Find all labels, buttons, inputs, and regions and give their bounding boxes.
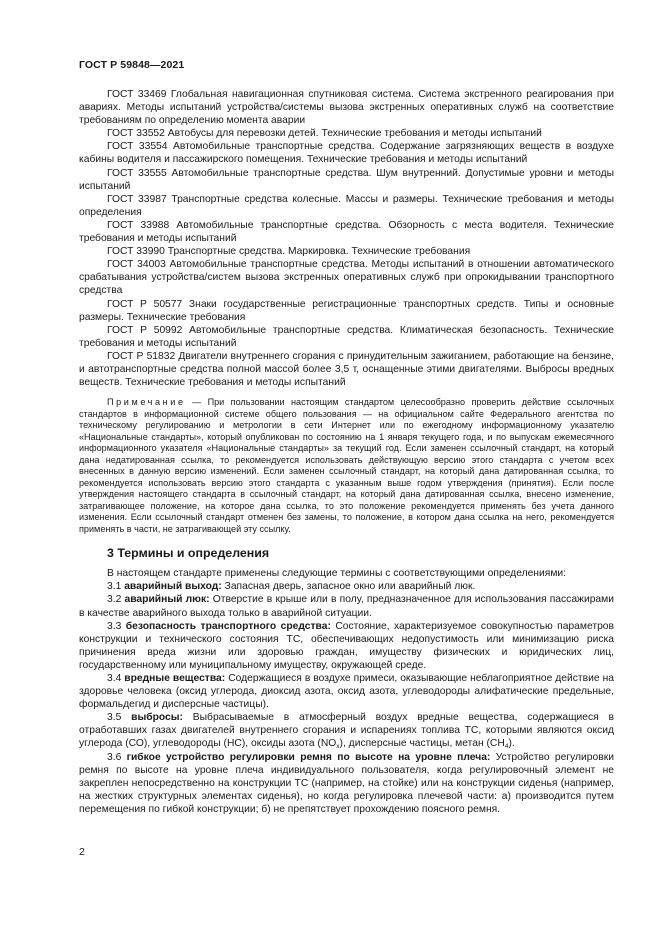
term-name: вредные вещества: (124, 673, 226, 684)
term-number: 3.4 (107, 673, 122, 684)
page-number: 2 (79, 846, 85, 858)
reference-item: ГОСТ 33554 Автомобильные транспортные средства. Содержание загрязняющих веществ в воздухе кабины водителя и пассажирского помещения. Технические требования и методы испытаний (79, 141, 614, 166)
term-definition (79, 751, 614, 816)
term-definition (79, 711, 614, 750)
reference-item: ГОСТ 33987 Транспортные средства колесные. Массы и размеры. Технические требования и методы определения (79, 193, 614, 218)
term-number: 3.3 (107, 620, 122, 632)
term-text: Содержащиеся в воздухе примеси, оказывающие неблагоприятное действие на здоровье человека (оксид углерода, диоксид азота, оксид азота, углеводороды алифатические предельные, формальдегид и дисперсные частицы). (79, 673, 614, 711)
reference-item: ГОСТ Р 51832 Двигатели внутреннего сгорания с принудительным зажиганием, работающие на бензине, и автотранспортные средства полной массой более 3,5 т, оснащенные этими двигателями. Выбросы вредных веществ. Технические требования и методы испытаний (79, 350, 614, 389)
section-intro: В настоящем стандарте применены следующие термины с соответствующими определениями: (107, 568, 567, 580)
page-body (79, 88, 614, 816)
reference-item: ГОСТ 33988 Автомобильные транспортные средства. Обзорность с места водителя. Технические требования и методы испытаний (79, 219, 614, 245)
term-text: Устройство регулировки ремня по высоте на уровне плеча индивидуального пользователя, когда регулировочный элемент не закреплен непосредственно на конструкции ТС (например, на стойке) или на конструкции сиденья (например, на жестких структурных элементах сиденья), но когда регулировка плечевой части: а) производится путем перемещения по гибкой конструкции; б) не препятствует прохождению поясного ремня. (79, 751, 614, 815)
note-paragraph (79, 397, 614, 535)
reference-item: ГОСТ 33990 Транспортные средства. Маркировка. Технические требования (107, 246, 471, 258)
reference-item: ГОСТ 34003 Автомобильные транспортные средства. Методы испытаний в отношении автоматического срабатывания устройства/систем вызова экстренных оперативных служб при опрокидывании транспортного средства (79, 259, 614, 297)
term-text: Отверстие в крыше или в полу, предназначенное для использования пассажирами в качестве аварийного выхода только в аварийной ситуации. (79, 594, 614, 619)
term-text: ), дисперсные частицы, метан (CH (339, 738, 505, 750)
term-definition (79, 672, 614, 711)
term-name: безопасность транспортного средства: (125, 620, 331, 632)
term-text: Выбрасываемые в атмосферный воздух вредные вещества, содержащиеся в отработавших газах двигателей внутреннего сгорания и испарениях топлива ТС, которыми являются оксид углерода (СО), углеводороды (НС), оксиды азота (NO (79, 712, 614, 750)
term-name: аварийный люк: (124, 594, 210, 606)
subscript: x (336, 743, 340, 751)
term-definition (79, 593, 614, 619)
term-name: выбросы: (131, 712, 183, 724)
note-label: Примечание (107, 397, 186, 408)
note-text: — При пользовании настоящим стандартом целесообразно проверить действие ссылочных стандартов в информационной системе общего пользования — на официальном сайте Федерального агентства по техническому регулированию и метрологии в сети Интернет или по ежегодному информационному указателю «Национальные стандарты», который опубликован по состоянию на 1 января текущего года, и по выпускам ежемесячного информационного указателя «Национальные стандарты» за текущий год. Если заменен ссылочный стандарт, на который дана недатированная ссылка, то рекомендуется использовать действующую версию этого стандарта с учетом всех внесенных в данную версию изменений. Если заменен ссылочный стандарт, на который дана датированная ссылка, то рекомендуется использовать версию этого стандарта с указанным выше годом утверждения (принятия). Если после утверждения настоящего стандарта в ссылочный стандарт, на который дана датированная ссылка, внесено изменение, затрагивающее положение, на которое дана ссылка, то это положение рекомендуется применять без учета данного изменения. Если ссылочный стандарт отменен без замены, то положение, в котором дана ссылка на него, рекомендуется применять в части, не затрагивающей эту ссылку. (79, 397, 614, 534)
reference-item: ГОСТ 33552 Автобусы для перевозки детей. Технические требования и методы испытаний (107, 128, 542, 140)
term-number: 3.2 (107, 594, 122, 606)
term-text: Запасная дверь, запасное окно или аварийный люк. (224, 581, 476, 593)
term-number: 3.6 (107, 751, 122, 763)
reference-item: ГОСТ 33555 Автомобильные транспортные средства. Шум внутренний. Допустимые уровни и методы испытаний (79, 167, 614, 192)
term-definition (79, 580, 614, 593)
term-text: ). (508, 738, 515, 750)
term-name: аварийный выход: (124, 581, 222, 593)
reference-item: ГОСТ Р 50992 Автомобильные транспортные средства. Климатическая безопасность. Технические требования и методы испытаний (79, 324, 614, 349)
document-header: ГОСТ Р 59848—2021 (79, 59, 185, 71)
term-definition (79, 620, 614, 672)
reference-item: ГОСТ Р 50577 Знаки государственные регистрационные транспортных средств. Типы и основные размеры. Технические требования (79, 298, 614, 323)
section-title: 3 Термины и определения (107, 546, 270, 561)
term-text: Состояние, характеризуемое совокупностью параметров конструкции и технического состояния ТС, обеспечивающих недопустимость или минимизацию риска причинения вреда жизни или здоровью граждан, имуществу физических и юридических лиц, государственному или муниципальному имуществу, окружающей среде. (79, 620, 614, 671)
term-number: 3.5 (107, 712, 122, 724)
term-name: гибкое устройство регулировки ремня по высоте на уровне плеча: (126, 751, 491, 763)
normative-references-list (79, 88, 614, 389)
term-number: 3.1 (107, 581, 122, 593)
reference-item: ГОСТ 33469 Глобальная навигационная спутниковая система. Система экстренного реагирования при авариях. Методы испытаний устройства/системы вызова экстренных оперативных служб на соответствие требованиям по определению момента аварии (79, 89, 614, 127)
subscript: 4 (504, 743, 509, 751)
